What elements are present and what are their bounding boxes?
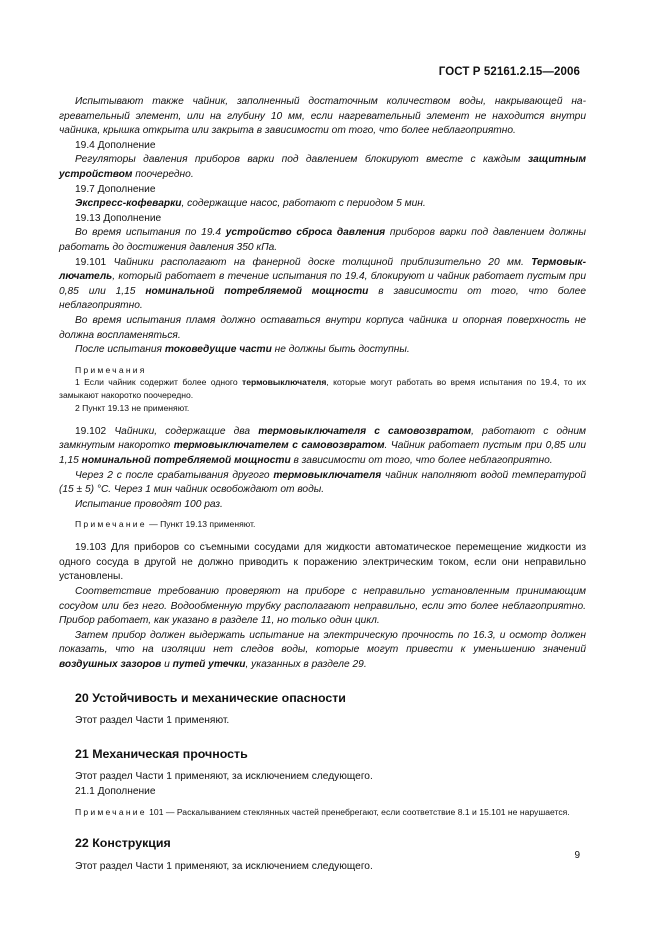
text-run: , который работает в течение испытания по 19.4, блокируют и чайник работает пустым при 0,85 или 1,15 <box>59 271 586 297</box>
clause-number: 19.101 <box>75 256 114 268</box>
term-self-resetting-cutout: термовыключателя с самовозвратом <box>258 425 472 437</box>
clause-19-103-check: Соответствие требованию проверяют на приборе с неправильно установленным принимающим сосудом или без него. Водообменную трубку располагают неправильно, если это более неблагоприятно. Прибор работает, как указано в разделе 11, но только один цикл. <box>59 586 586 627</box>
term-rated-power: номинальной потребляемой мощности <box>81 455 291 467</box>
text-run: , которые могут работать во время испытания по 19.4, то их замыкают накоротко поочередно. <box>59 377 586 401</box>
text-run: Во время испытания по 19.4 <box>75 227 226 239</box>
note-21-101 <box>59 806 586 819</box>
clause-19-101-flame: Во время испытания пламя должно оставаться внутри корпуса чайника и опорная поверхность не должна воспламеняться. <box>59 314 586 341</box>
section-22-heading: 22 Конструкция <box>75 836 171 851</box>
clause-19-103-text: 19.103 Для приборов со съемными сосудами для жидкости автоматическое перемещение жидкости из одного сосуда в другой не должно приводить к поражению электрическим током, если они неправильно установлены. <box>59 542 586 583</box>
text-run: . Чайник работает пустым при 0,85 или 1,15 <box>59 440 586 467</box>
text-run: — Пункт 19.13 применяют. <box>146 519 256 530</box>
note-1 <box>59 376 586 402</box>
term-clearances: воздушных зазоров <box>59 658 162 670</box>
clause-21-1-title: 21.1 Дополнение <box>75 785 156 797</box>
notes-title: Примечания <box>75 364 147 375</box>
note-2: 2 Пункт 19.13 не применяют. <box>75 403 190 414</box>
paragraph-kettle-filled: Испытывают также чайник, заполненный достаточным количеством воды, накрывающей нагревательный элемент, или на глубину 10 мм, если нагревательный элемент не находится внутри чайника, крышка открыта или закрыта в зависимости от того, что более неблагоприятно. <box>59 96 586 137</box>
term-protective-device: защитным устройством <box>59 154 586 180</box>
text-run: в зависимости от того, что более неблагоприятно. <box>290 455 553 467</box>
clause-19-102-repeat: Испытание проводят 100 раз. <box>75 498 223 510</box>
standard-designation: ГОСТ Р 52161.2.15—2006 <box>438 66 580 78</box>
clause-19-102-refill <box>59 469 586 498</box>
term-pressure-release: устройство сброса давления <box>225 227 386 239</box>
text-run: Чайники располагают на фанерной доске толщиной приблизительно 20 мм. <box>113 256 532 268</box>
text-run: , работают с одним замкнутым накоротко <box>59 425 586 452</box>
note-label: Примечание <box>75 806 147 817</box>
text-run: чайник наполняют водой температурой (15 ± 5) °С. Через 1 мин чайник освобождают от воды. <box>59 469 587 496</box>
section-22-text: Этот раздел Части 1 применяют, за исключением следующего. <box>75 860 373 872</box>
page-number: 9 <box>574 850 580 861</box>
term-thermal-cutout: термовыключателя <box>273 469 382 481</box>
text-run: После испытания <box>75 344 165 356</box>
term-espresso: Экспресс-кофеварки <box>75 198 182 210</box>
text-run: Чайники, содержащие два <box>114 425 259 437</box>
term-creepage: путей утечки <box>172 658 246 670</box>
section-21-heading: 21 Механическая прочность <box>75 746 248 761</box>
text-run: , содержащие насос, работают с периодом 5 мин. <box>181 198 426 210</box>
text-run: Через 2 с после срабатывания другого <box>75 469 274 481</box>
clause-19-13-text <box>59 226 586 255</box>
section-21-text: Этот раздел Части 1 применяют, за исключением следующего. <box>75 771 373 783</box>
term-self-resetting-cutout: термовыключателем с самовозвратом <box>173 440 385 452</box>
page-body <box>59 95 586 875</box>
clause-19-7-title: 19.7 Дополнение <box>75 183 156 195</box>
section-20-text: Этот раздел Части 1 применяют. <box>75 715 230 727</box>
term-thermal-cutout: термовыключателя <box>242 377 327 388</box>
clause-19-102-text <box>59 425 586 469</box>
text-run: Затем прибор должен выдержать испытание на электрическую прочность по 16.3, и осмотр должен показать, что на изоляции нет следов воды, которые могут привести к уменьшению значений <box>59 629 586 656</box>
clause-19-101-text <box>59 256 586 314</box>
text-run: 1 Если чайник содержит более одного <box>75 377 242 388</box>
text-run: не должны быть доступны. <box>271 344 410 356</box>
text-run: приборов варки под давлением должны работать до достижения давления 350 кПа. <box>59 227 586 253</box>
text-run: , указанных в разделе 29. <box>245 658 367 670</box>
section-20-heading: 20 Устойчивость и механические опасности <box>75 690 346 705</box>
clause-19-103-strength <box>59 629 586 673</box>
text-run: Регуляторы давления приборов варки под давлением блокируют вместе с каждым <box>75 154 528 166</box>
term-live-parts: токоведущие части <box>164 344 272 356</box>
term-thermal-cutout: Термовыключатель <box>59 256 586 283</box>
note-label: Примечание <box>75 519 147 530</box>
text-run: и <box>161 658 173 670</box>
text-run: 101 — Раскалыванием стеклянных частей пренебрегают, если соответствие 8.1 и 15.101 не нарушается. <box>146 806 570 817</box>
clause-19-7-text <box>59 197 586 212</box>
clause-number: 19.102 <box>75 425 115 437</box>
clause-19-13-title: 19.13 Дополнение <box>75 212 162 224</box>
text-run: поочередно. <box>132 168 194 180</box>
note-19-102 <box>59 518 586 531</box>
clause-19-101-live-parts <box>59 343 586 358</box>
term-rated-power: номинальной потребляемой мощности <box>145 285 369 297</box>
clause-19-4-title: 19.4 Дополнение <box>75 139 156 151</box>
clause-19-4-text <box>59 153 586 182</box>
text-run: в зависимости от того, что более неблагоприятно. <box>59 285 586 312</box>
